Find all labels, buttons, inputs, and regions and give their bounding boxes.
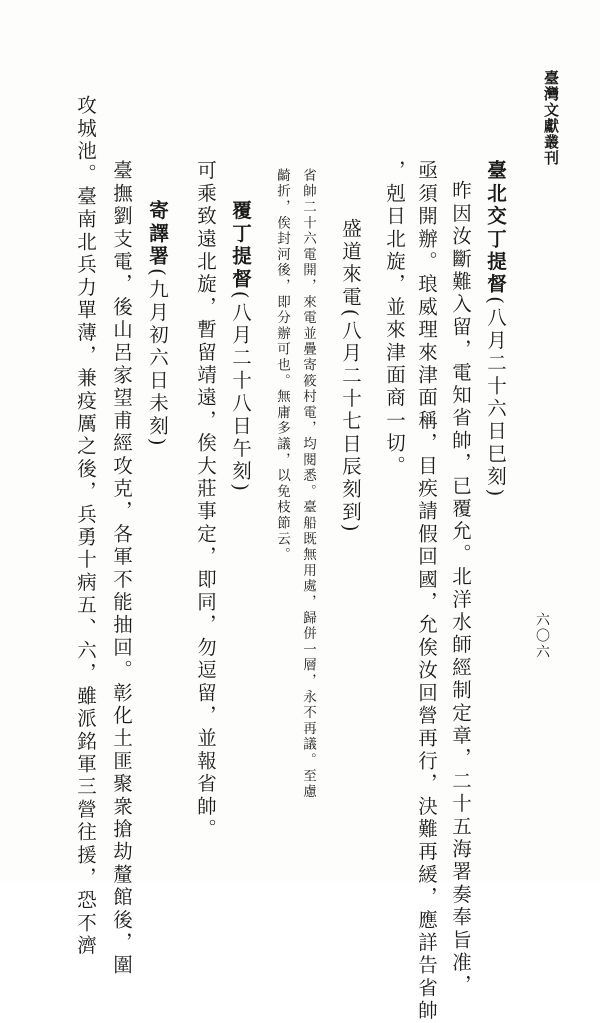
text-line: 齮折，俟封河後，即分辦可也。無庸多議，以免枝節云。 <box>274 168 290 563</box>
text-line: 亟須開辦。琅威理來津面稱，目疾請假回國，允俟汝回營再行，決難再緩，應詳告省帥 <box>415 160 438 1023</box>
section-title: 臺北交丁提督(八月二十六日巳刻) <box>484 160 507 500</box>
text-line: 攻城池。臺南北兵力單薄，兼疫厲之後，兵勇十病五、六，雖派銘軍三營往援，恐不濟 <box>74 95 97 958</box>
series-title: 臺灣文獻叢刊 <box>542 70 560 166</box>
text-line: 省帥二十六電開，來電並疊寄筱村電，均閱悉。臺船既無用處，歸併一層，永不再議。至慮 <box>300 168 316 800</box>
text-line: 可乘致遠北旋，暫留靖遠，俟大莊事定，即同，勿逗留，並報省帥。 <box>194 160 217 841</box>
text-line: 臺撫劉支電，後山呂家望甫經攻克，各軍不能抽回。彰化土匪聚衆搶劫釐館後，圍 <box>110 160 133 978</box>
text-line: ，剋日北旋，並來津面商一切。 <box>383 160 406 478</box>
text-line: 昨因汝斷難入留，電知省帥，已覆允。北洋水師經制定章，二十五海署奏奉旨准， <box>449 180 472 998</box>
section-title: 覆丁提督(八月二十八日午刻) <box>229 200 252 495</box>
section-title: 寄譯署(九月初六日未刻) <box>146 200 169 449</box>
section-title: 盛道來電(八月二十七日辰刻到) <box>339 218 362 535</box>
page-number: 六〇六 <box>534 612 550 660</box>
